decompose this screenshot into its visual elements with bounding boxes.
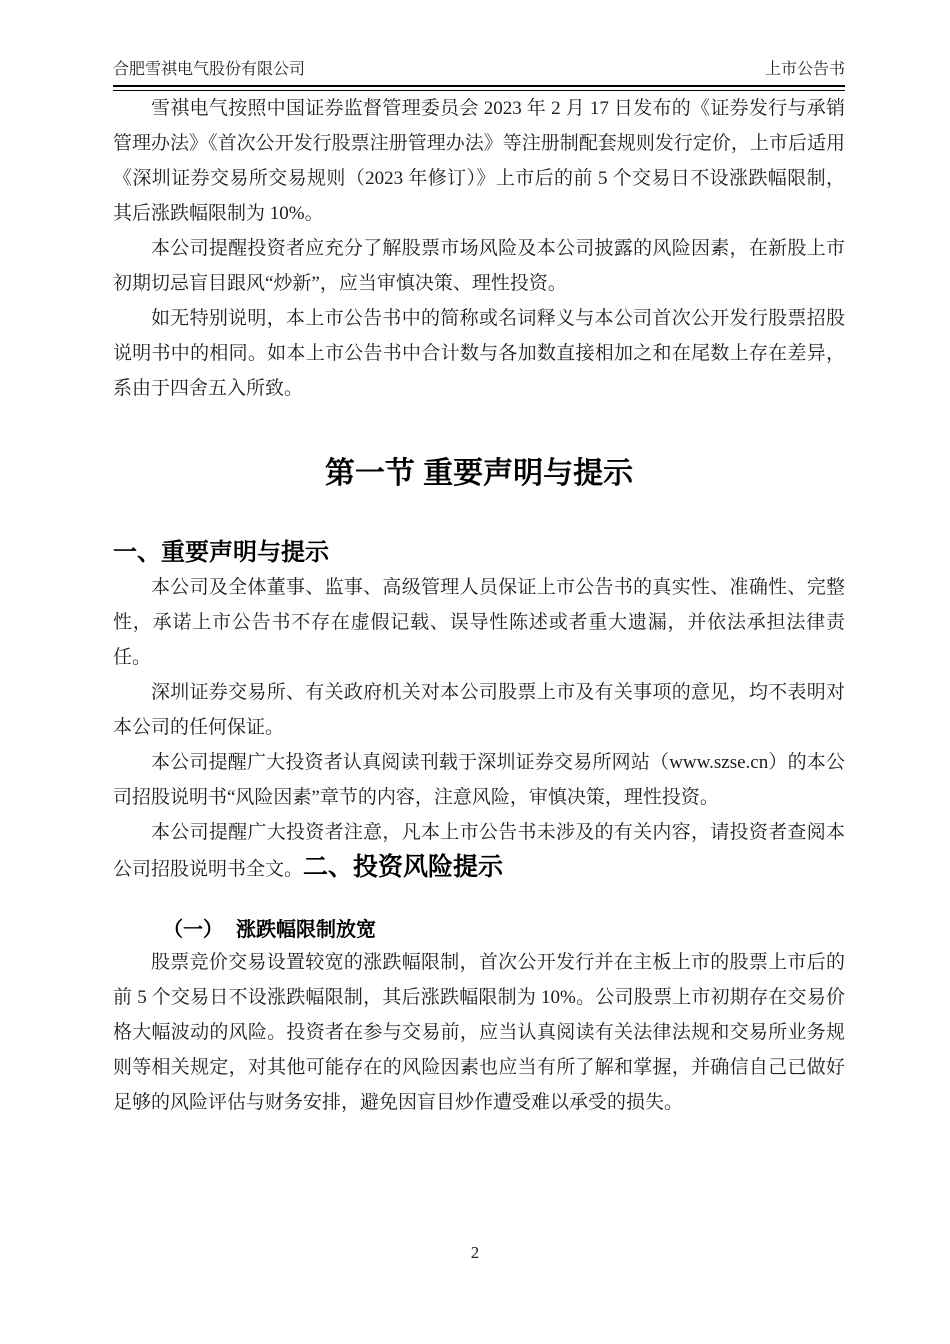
paragraph-price-limit-risk: 股票竞价交易设置较宽的涨跌幅限制，首次公开发行并在主板上市的股票上市后的前 5 个交易日不设涨跌幅限制，其后涨跌幅限制为 10%。公司股票上市初期存在交易价格大幅波动的风险。投资者在参与交易前，应当认真阅读有关法律法规和交易所业务规则等相关规定，对其他可能存在的风险因素也应当有所了解和掌握，并确信自己已做好足够的风险评估与财务安排，避免因盲目炒作遭受难以承受的损失。 (113, 952, 845, 1113)
paragraph-directors-guarantee: 本公司及全体董事、监事、高级管理人员保证上市公告书的真实性、准确性、完整性，承诺上市公告书不存在虚假记载、误导性陈述或者重大遗漏，并依法承担法律责任。 (113, 577, 845, 668)
sub-heading-text: 涨跌幅限制放宽 (236, 919, 376, 941)
section-heading-declarations: 一、重要声明与提示 (113, 539, 329, 566)
page-header (113, 58, 845, 82)
chapter-title: 第一节 重要声明与提示 (324, 457, 634, 490)
paragraph-prospectus-full-text (113, 815, 845, 887)
page-number: 2 (470, 1243, 480, 1262)
paragraph-prospectus-full-text-body: 本公司提醒广大投资者注意，凡本上市公告书未涉及的有关内容，请投资者查阅本公司招股说明书全文。 (113, 822, 845, 880)
sub-heading-number: （一） (163, 919, 223, 941)
paragraph-exchange-disclaimer: 深圳证券交易所、有关政府机关对本公司股票上市及有关事项的意见，均不表明对本公司的任何保证。 (113, 682, 845, 738)
paragraph-market-risk-reminder: 本公司提醒投资者应充分了解股票市场风险及本公司披露的风险因素，在新股上市初期切忌盲目跟风“炒新”，应当审慎决策、理性投资。 (113, 238, 845, 294)
paragraph-pricing-rules: 雪祺电气按照中国证券监督管理委员会 2023 年 2 月 17 日发布的《证券发行与承销管理办法》《首次公开发行股票注册管理办法》等注册制配套规则发行定价，上市后适用《深圳证券交易所交易规则（2023 年修订）》上市后的前 5 个交易日不设涨跌幅限制，其后涨跌幅限制为 10%。 (113, 98, 845, 224)
paragraph-prospectus-risk-chapter: 本公司提醒广大投资者认真阅读刊载于深圳证券交易所网站（www.szse.cn）的本公司招股说明书“风险因素”章节的内容，注意风险，审慎决策，理性投资。 (113, 752, 845, 808)
header-doc-type: 上市公告书 (764, 61, 845, 78)
header-company-name: 合肥雪祺电气股份有限公司 (113, 61, 306, 78)
sub-heading-price-limit (113, 915, 845, 945)
paragraph-terms-definition: 如无特别说明，本上市公告书中的简称或名词释义与本公司首次公开发行股票招股说明书中的相同。如本上市公告书中合计数与各加数直接相加之和在尾数上存在差异，系由于四舍五入所致。 (113, 308, 845, 399)
inline-section-heading-investment-risk: 二、投资风险提示 (303, 853, 504, 881)
